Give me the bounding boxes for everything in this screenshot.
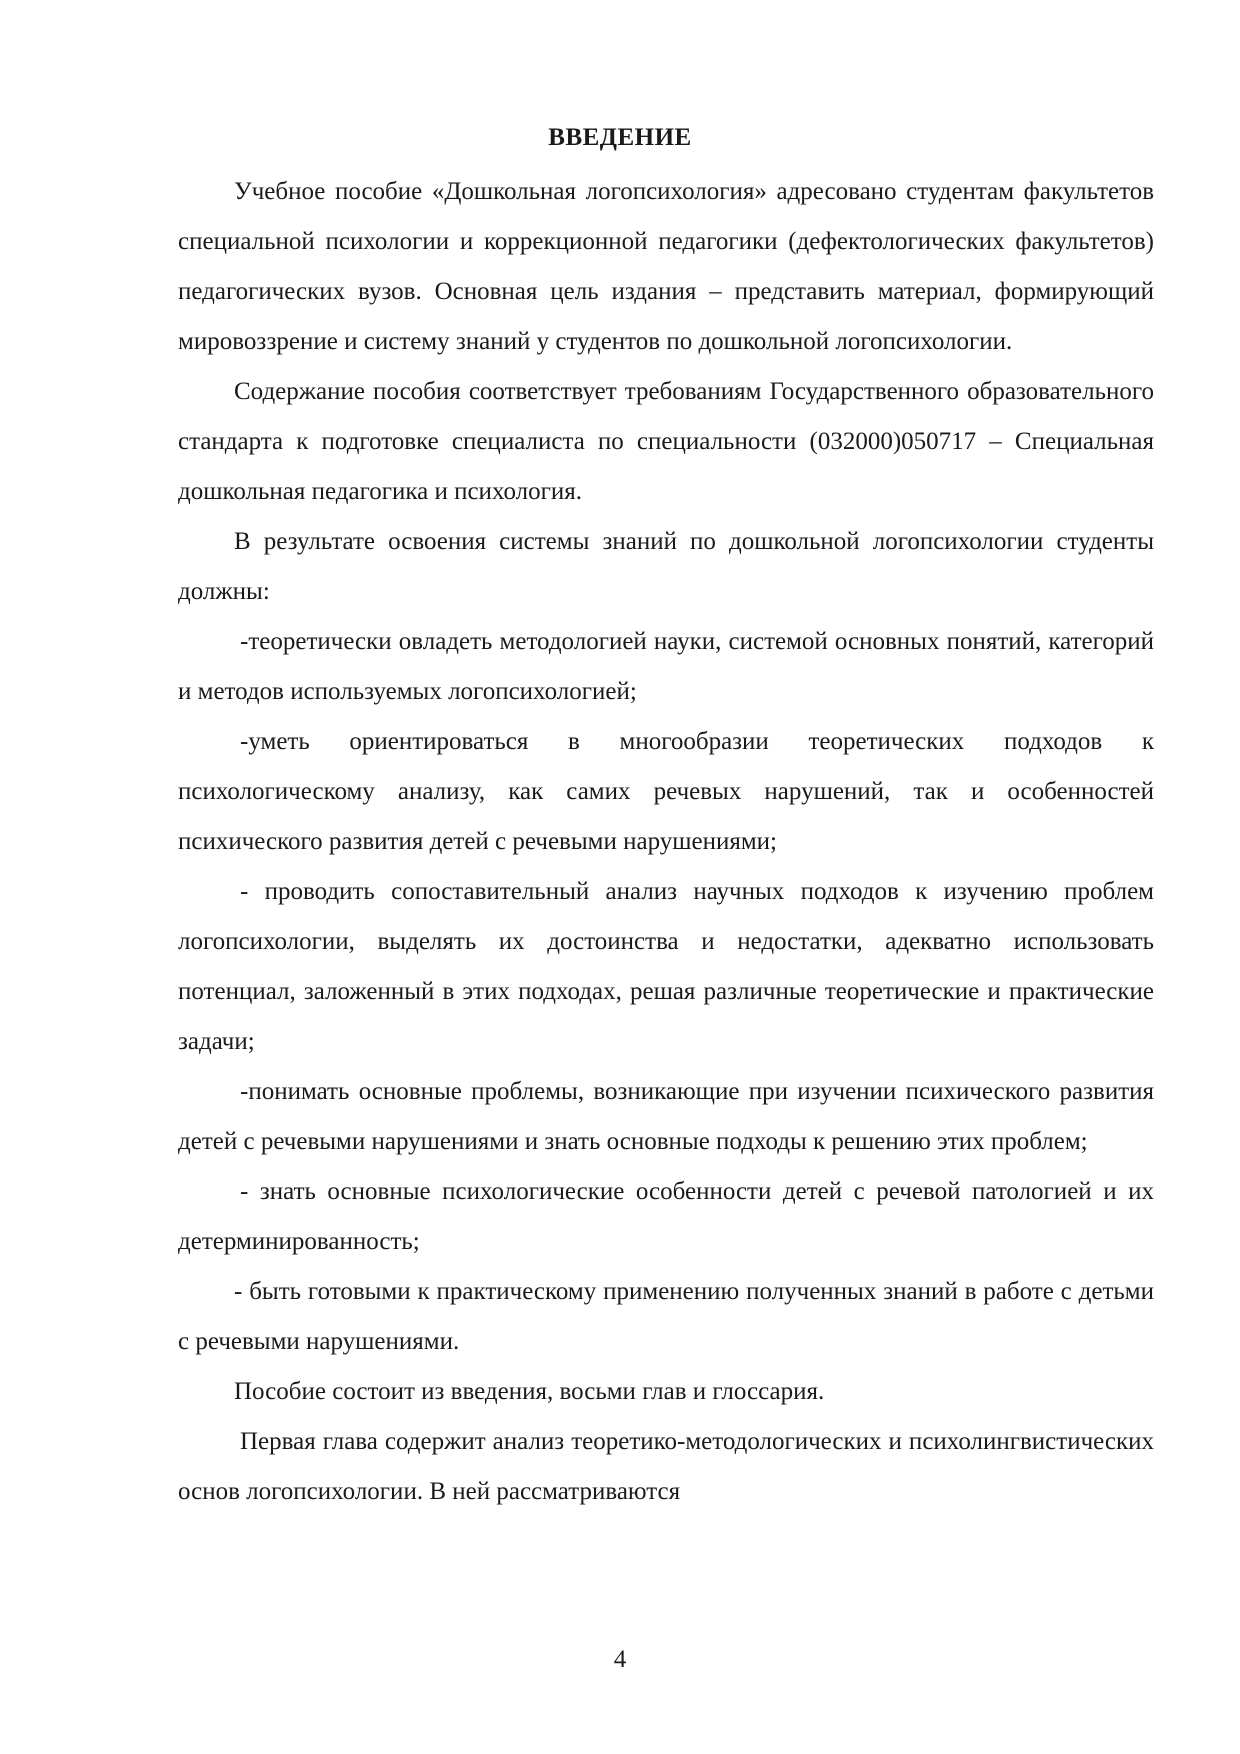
- bullet-item-problems: -понимать основные проблемы, возникающие при изучении психического развития детей с речевыми нарушениями и знать основные подходы к решению этих проблем;: [178, 1078, 1154, 1155]
- paragraph-standard: Содержание пособия соответствует требованиям Государственного образовательного стандарта к подготовке специалиста по специальности (032000)050717 – Специальная дошкольная педагогика и психология.: [178, 378, 1154, 505]
- bullet-item-methodology: -теоретически овладеть методологией науки, системой основных понятий, категорий и методов используемых логопсихологией;: [178, 628, 1154, 705]
- paragraph-first-chapter: Первая глава содержит анализ теоретико-методологических и психолингвистических основ логопсихологии. В ней рассматриваются: [178, 1428, 1154, 1505]
- bullet-item-features: - знать основные психологические особенности детей с речевой патологией и их детерминированность;: [178, 1178, 1154, 1255]
- bullet-item-analysis: - проводить сопоставительный анализ научных подходов к изучению проблем логопсихологии, выделять их достоинства и недостатки, адекватно использовать потенциал, заложенный в этих подходах, решая различные теоретические и практические задачи;: [178, 878, 1154, 1055]
- page-number: 4: [613, 1646, 627, 1673]
- bullet-item-practice: - быть готовыми к практическому применению полученных знаний в работе с детьми с речевыми нарушениями.: [178, 1278, 1154, 1355]
- paragraph-outcomes-lead: В результате освоения системы знаний по дошкольной логопсихологии студенты должны:: [178, 528, 1154, 605]
- bullet-item-orientation: -уметь ориентироваться в многообразии теоретических подходов к психологическому анализу, как самих речевых нарушений, так и особенностей психического развития детей с речевыми нарушениями;: [178, 728, 1154, 855]
- section-heading: ВВЕДЕНИЕ: [548, 124, 692, 151]
- document-body: [178, 167, 1154, 1517]
- paragraph-intro: Учебное пособие «Дошкольная логопсихология» адресовано студентам факультетов специальной психологии и коррекционной педагогики (дефектологических факультетов) педагогических вузов. Основная цель издания – представить материал, формирующий мировоззрение и систему знаний у студентов по дошкольной логопсихологии.: [178, 178, 1154, 355]
- paragraph-structure: Пособие состоит из введения, восьми глав и глоссария.: [234, 1378, 825, 1405]
